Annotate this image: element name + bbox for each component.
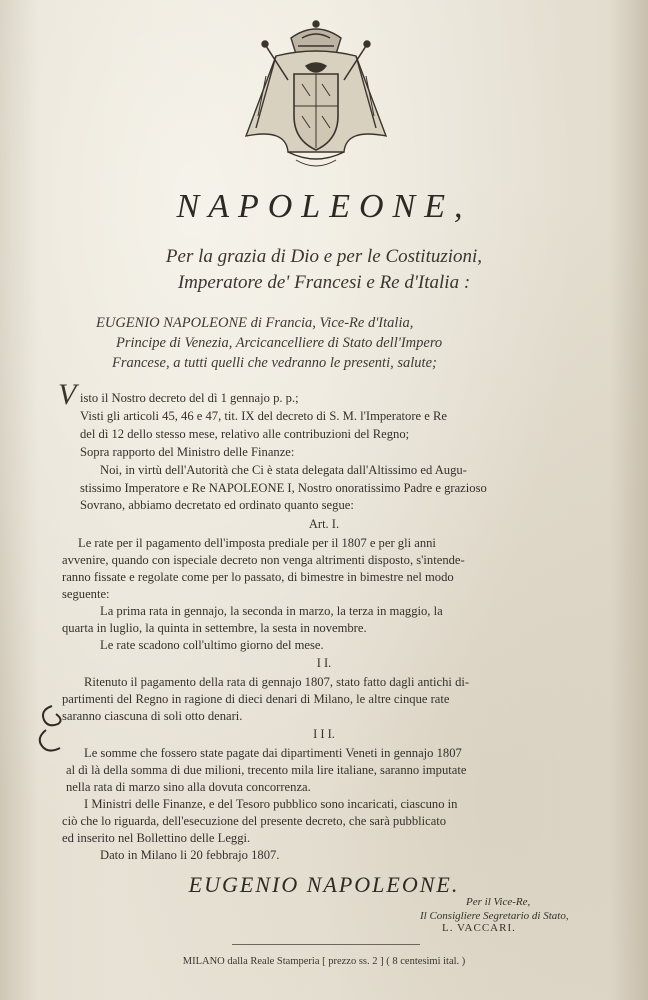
- preamble-line-3: Francese, a tutti quelli che vedranno le presenti, salute;: [112, 355, 437, 371]
- body-line: Visti gli articoli 45, 46 e 47, tit. IX del decreto di S. M. l'Imperatore e Re: [80, 409, 447, 423]
- title-subtitle-1: Per la grazia di Dio e per le Costituzioni,: [165, 246, 483, 267]
- article-line: saranno ciascuna di soli otto denari.: [62, 709, 243, 723]
- article-line: ranno fissate e regolate come per lo passato, di bimestre in bimestre nel modo: [62, 570, 454, 584]
- article-line: al dì là della somma di due milioni, trecento mila lire italiane, saranno imputate: [66, 763, 467, 777]
- title-subtitle-2: Imperatore de' Francesi e Re d'Italia :: [177, 272, 471, 293]
- signature-per: Per il Vice-Re,: [466, 896, 531, 908]
- divider: [232, 944, 420, 945]
- article-line: nella rata di marzo sino alla dovuta concorrenza.: [66, 780, 311, 794]
- ink-flourish-icon: [34, 700, 72, 760]
- signature-secretary: L. VACCARI.: [442, 922, 516, 934]
- printer-imprint: MILANO dalla Reale Stamperia [ prezzo ss. 2 ] ( 8 centesimi ital. ): [182, 956, 466, 967]
- article-line: ciò che lo riguarda, dell'esecuzione del presente decreto, che sarà pubblicato: [62, 814, 447, 828]
- preamble-line-2: Principe di Venezia, Arcicancelliere di Stato dell'Impero: [116, 335, 443, 351]
- article-line: avvenire, quando con ispeciale decreto non venga altrimenti disposto, s'intende-: [62, 553, 465, 567]
- article-line: Le rate per il pagamento dell'imposta prediale per il 1807 e per gli anni: [78, 536, 436, 550]
- article-line: seguente:: [62, 587, 110, 601]
- body-line: Sopra rapporto del Ministro delle Finanze:: [80, 445, 295, 459]
- body-line: stissimo Imperatore e Re NAPOLEONE I, Nostro onoratissimo Padre e grazioso: [80, 481, 487, 495]
- signature-name: EUGENIO NAPOLEONE.: [188, 872, 460, 897]
- page-title: NAPOLEONE,: [176, 188, 472, 225]
- article-line: ed inserito nel Bollettino delle Leggi.: [62, 831, 251, 845]
- body-line: del dì 12 dello stesso mese, relativo alle contribuzioni del Regno;: [80, 427, 410, 441]
- article-line: partimenti del Regno in ragione di dieci denari di Milano, le altre cinque rate: [62, 692, 450, 706]
- article-line: I Ministri delle Finanze, e del Tesoro pubblico sono incaricati, ciascuno in: [84, 797, 458, 811]
- article-line: Le rate scadono coll'ultimo giorno del mese.: [100, 638, 324, 652]
- date-line: Dato in Milano li 20 febbrajo 1807.: [100, 848, 280, 862]
- drop-cap: V: [58, 378, 77, 411]
- article-line: La prima rata in gennajo, la seconda in marzo, la terza in maggio, la: [100, 604, 443, 618]
- signature-role: Il Consigliere Segretario di Stato,: [420, 910, 569, 922]
- body-line: Noi, in virtù dell'Autorità che Ci è stata delegata dall'Altissimo ed Augu-: [100, 463, 467, 477]
- article-line: Le somme che fossero state pagate dai dipartimenti Veneti in gennajo 1807: [84, 746, 462, 760]
- article-heading: I I I.: [313, 727, 335, 741]
- article-heading: I I.: [316, 656, 332, 670]
- imperial-crest-icon: [236, 16, 396, 174]
- article-heading: Art. I.: [308, 517, 340, 531]
- article-line: quarta in luglio, la quinta in settembre, la sesta in novembre.: [62, 621, 367, 635]
- preamble-line-1: EUGENIO NAPOLEONE di Francia, Vice-Re d'Italia,: [96, 315, 414, 331]
- body-line: isto il Nostro decreto del dì 1 gennajo p. p.;: [80, 391, 299, 405]
- article-line: Ritenuto il pagamento della rata di gennajo 1807, stato fatto dagli antichi di-: [84, 675, 470, 689]
- body-line: Sovrano, abbiamo decretato ed ordinato quanto segue:: [80, 498, 354, 512]
